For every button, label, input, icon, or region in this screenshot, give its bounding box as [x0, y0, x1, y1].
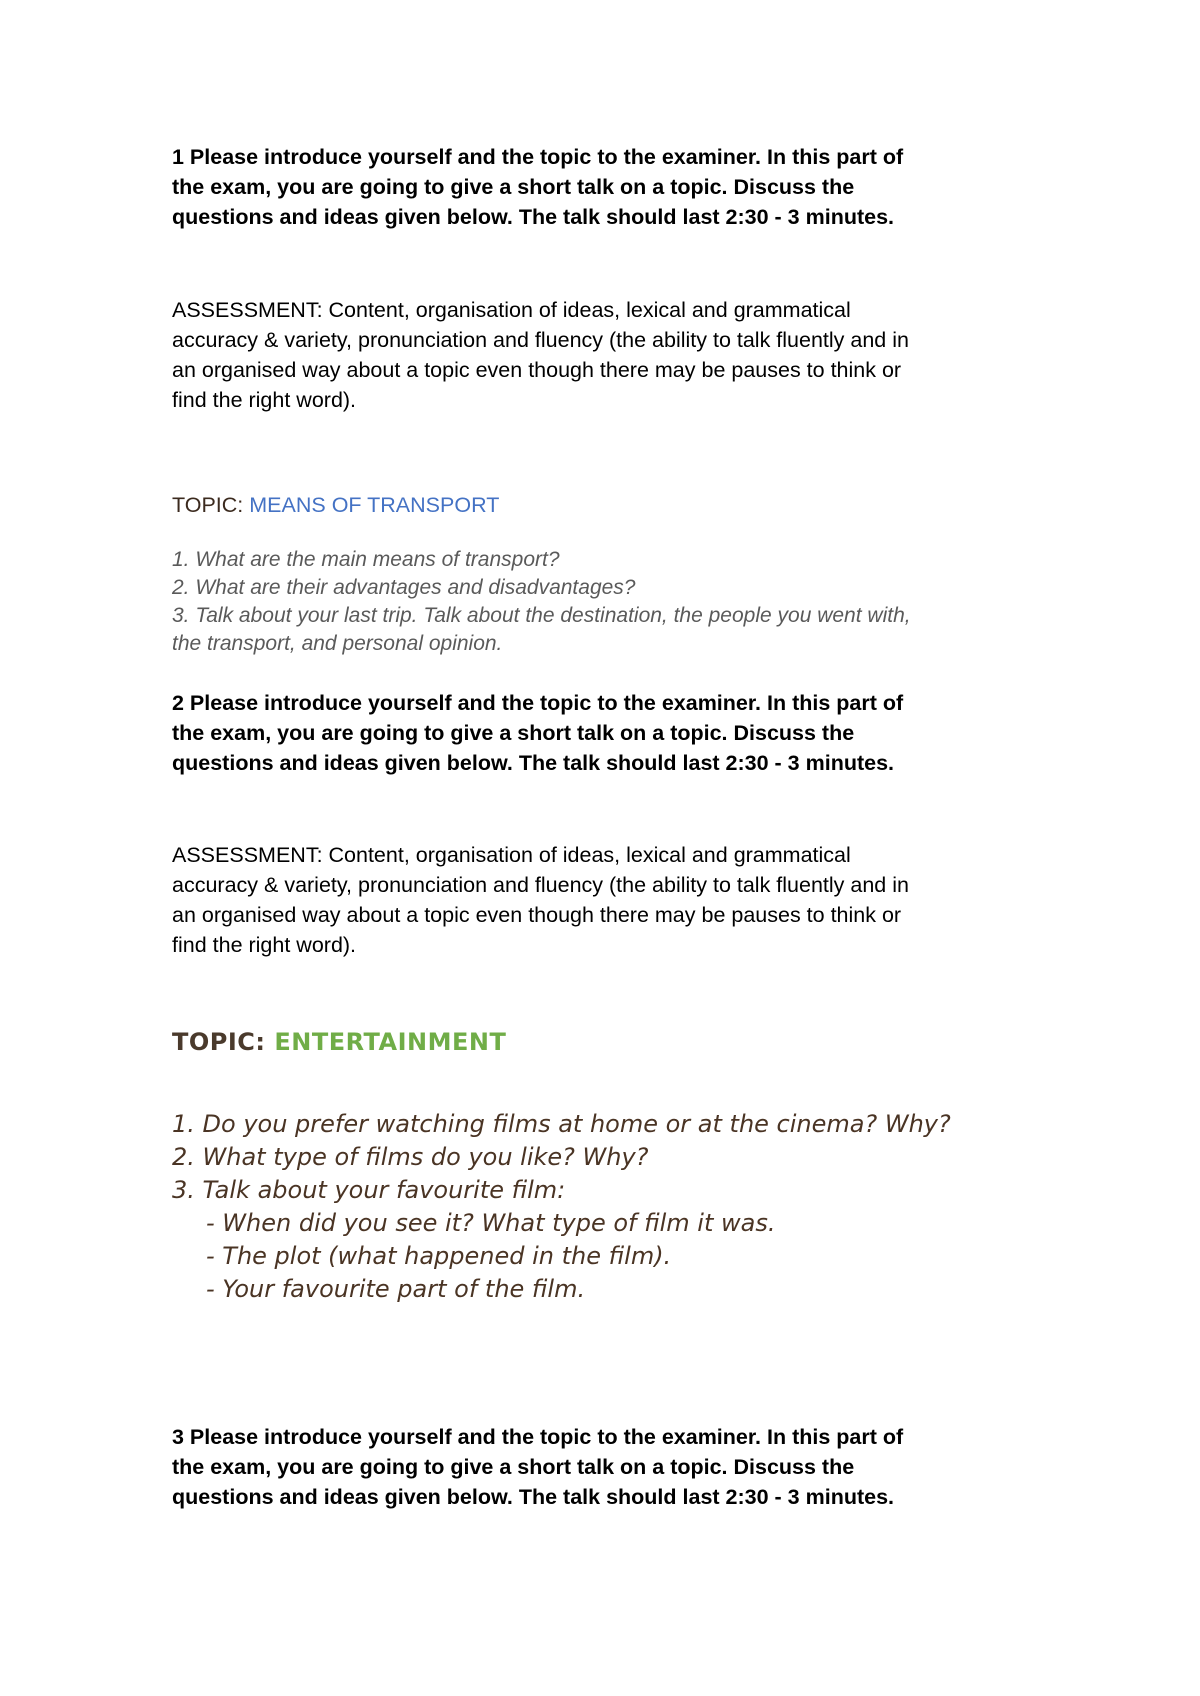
- assessment-line: an organised way about a topic even though there may be pauses to think or: [172, 903, 902, 927]
- question-line: 3. Talk about your favourite film:: [172, 1176, 566, 1204]
- question-line: 2. What type of films do you like? Why?: [172, 1143, 649, 1171]
- question-line: the transport, and personal opinion.: [172, 632, 503, 655]
- question-line: 1. Do you prefer watching films at home or at the cinema? Why?: [172, 1110, 951, 1138]
- assessment-line: find the right word).: [172, 933, 357, 957]
- topic-label: TOPIC:: [172, 1028, 275, 1056]
- instructions-line: the exam, you are going to give a short talk on a topic. Discuss the: [172, 175, 855, 199]
- assessment-line: an organised way about a topic even though there may be pauses to think or: [172, 358, 902, 382]
- topic-value: MEANS OF TRANSPORT: [249, 493, 500, 517]
- topic-label: TOPIC:: [172, 493, 250, 517]
- question-line: 3. Talk about your last trip. Talk about the destination, the people you went with,: [172, 604, 911, 627]
- instructions-line: 3 Please introduce yourself and the topic to the examiner. In this part of: [172, 1425, 904, 1449]
- questions-2: [172, 1108, 1052, 1306]
- assessment-line: find the right word).: [172, 388, 357, 412]
- assessment-2: [172, 840, 1052, 960]
- instructions-line: questions and ideas given below. The talk should last 2:30 - 3 minutes.: [172, 205, 895, 229]
- assessment-line: accuracy & variety, pronunciation and fluency (the ability to talk fluently and in: [172, 873, 909, 897]
- instructions-line: questions and ideas given below. The talk should last 2:30 - 3 minutes.: [172, 1485, 895, 1509]
- subquestion-line: - Your favourite part of the film.: [206, 1275, 586, 1303]
- instructions-1: [172, 142, 1052, 232]
- instructions-line: 1 Please introduce yourself and the topic to the examiner. In this part of: [172, 145, 904, 169]
- topic-heading-2: [172, 1026, 1052, 1058]
- instructions-2: [172, 688, 1052, 778]
- questions-1: [172, 546, 1052, 658]
- instructions-3: [172, 1422, 1052, 1512]
- topic-value: ENTERTAINMENT: [274, 1028, 507, 1056]
- instructions-line: the exam, you are going to give a short talk on a topic. Discuss the: [172, 721, 855, 745]
- instructions-line: the exam, you are going to give a short talk on a topic. Discuss the: [172, 1455, 855, 1479]
- assessment-1: [172, 295, 1052, 415]
- assessment-line: accuracy & variety, pronunciation and fluency (the ability to talk fluently and in: [172, 328, 909, 352]
- question-line: 2. What are their advantages and disadvantages?: [172, 576, 636, 599]
- assessment-line: ASSESSMENT: Content, organisation of ideas, lexical and grammatical: [172, 298, 851, 322]
- instructions-line: 2 Please introduce yourself and the topic to the examiner. In this part of: [172, 691, 904, 715]
- subquestion-line: - When did you see it? What type of film it was.: [206, 1209, 776, 1237]
- subquestion-line: - The plot (what happened in the film).: [206, 1242, 672, 1270]
- question-line: 1. What are the main means of transport?: [172, 548, 560, 571]
- assessment-line: ASSESSMENT: Content, organisation of ideas, lexical and grammatical: [172, 843, 851, 867]
- instructions-line: questions and ideas given below. The talk should last 2:30 - 3 minutes.: [172, 751, 895, 775]
- topic-heading-1: [172, 490, 1052, 520]
